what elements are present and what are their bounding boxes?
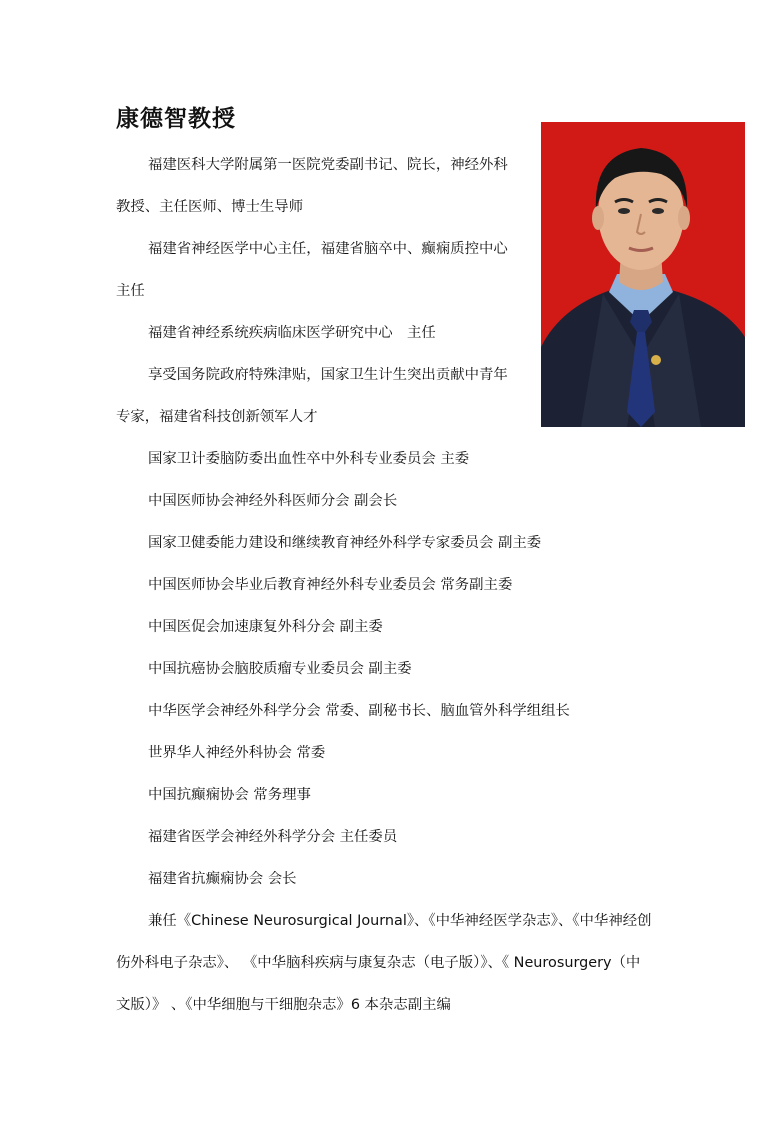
bio-line: 国家卫健委能力建设和继续教育神经外科学专家委员会 副主委 [148, 535, 542, 551]
bio-line: 福建省医学会神经外科学分会 主任委员 [148, 829, 398, 845]
bio-line: 中华医学会神经外科学分会 常委、副秘书长、脑血管外科学组组长 [148, 703, 570, 719]
page-title: 康德智教授 [116, 105, 236, 132]
bio-line: 中国医师协会神经外科医师分会 副会长 [148, 493, 398, 509]
bio-line: 福建省抗癫痫协会 会长 [148, 871, 297, 887]
bio-paragraph [116, 564, 661, 606]
bio-line: 享受国务院政府特殊津贴，国家卫生计生突出贡献中青年 [148, 367, 508, 383]
bio-line: 中国医师协会毕业后教育神经外科专业委员会 常务副主委 [148, 577, 513, 593]
bio-paragraph [116, 606, 661, 648]
bio-line: 世界华人神经外科协会 常委 [148, 745, 326, 761]
bio-paragraph [116, 438, 661, 480]
bio-paragraph [116, 312, 661, 354]
bio-paragraph [116, 774, 661, 816]
bio-paragraph [116, 522, 661, 564]
bio-line: 教授、主任医师、博士生导师 [116, 199, 304, 215]
bio-line: 福建省神经医学中心主任，福建省脑卒中、癫痫质控中心 [148, 241, 508, 257]
bio-paragraph [116, 858, 661, 900]
bio-paragraph [116, 354, 661, 438]
bio-line: 兼任《Chinese Neurosurgical Journal》、《中华神经医学杂志》、《中华神经创 [148, 913, 652, 929]
bio-line: 国家卫计委脑防委出血性卒中外科专业委员会 主委 [148, 451, 470, 467]
bio-line: 主任 [116, 283, 145, 299]
bio-paragraph [116, 816, 661, 858]
bio-paragraph [116, 732, 661, 774]
bio-line: 福建省神经系统疾病临床医学研究中心 主任 [148, 325, 436, 341]
bio-line: 中国抗癫痫协会 常务理事 [148, 787, 311, 803]
bio-paragraph [116, 900, 661, 1026]
bio-line: 中国抗癌协会脑胶质瘤专业委员会 副主委 [148, 661, 412, 677]
bio-paragraph [116, 648, 661, 690]
bio-line: 伤外科电子杂志》、 《中华脑科疾病与康复杂志（电子版）》、《 Neurosurgery（中 [116, 955, 641, 971]
bio-line: 专家，福建省科技创新领军人才 [116, 409, 318, 425]
bio-line: 中国医促会加速康复外科分会 副主委 [148, 619, 383, 635]
bio-paragraph [116, 690, 661, 732]
bio-line: 福建医科大学附属第一医院党委副书记、院长，神经外科 [148, 157, 508, 173]
bio-paragraph [116, 228, 661, 312]
bio-paragraph [116, 480, 661, 522]
bio-paragraph [116, 144, 661, 228]
bio-line: 文版）》 、《中华细胞与干细胞杂志》6 本杂志副主编 [116, 997, 451, 1013]
